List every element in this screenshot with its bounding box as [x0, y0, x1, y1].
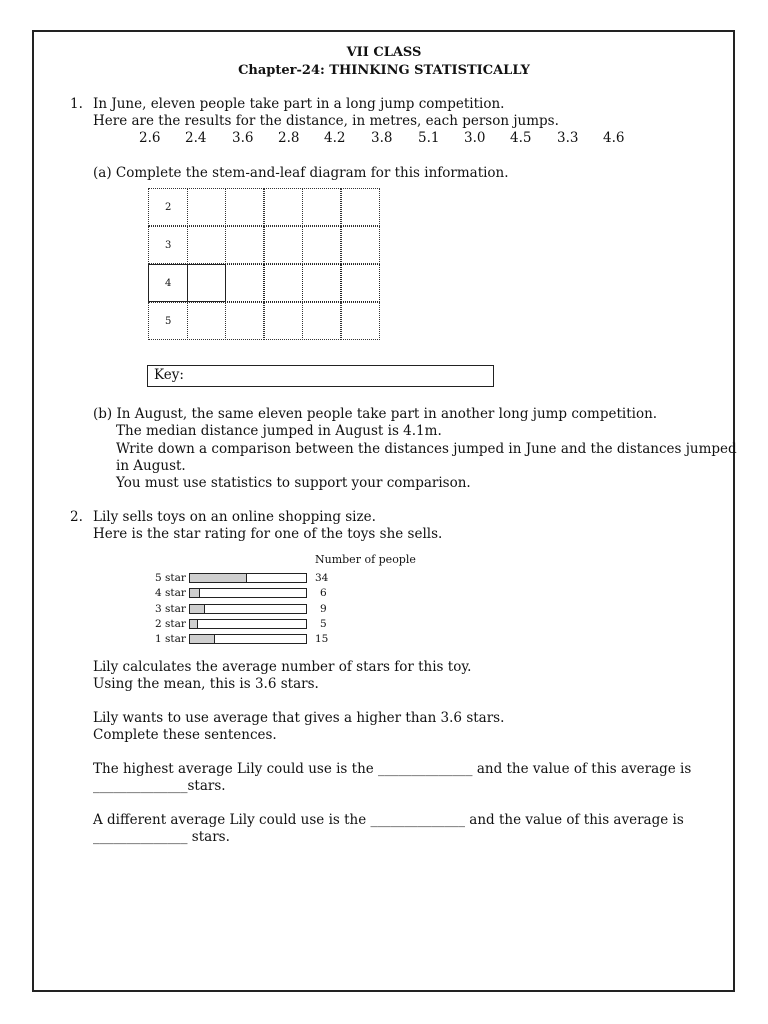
q2-line4: Using the mean, this is 3.6 stars.: [93, 676, 319, 692]
rating-bar-fill: [190, 635, 215, 643]
leaf-cell[interactable]: [187, 226, 226, 264]
star-rating-row: [150, 572, 350, 585]
rating-bar-track: [189, 634, 307, 644]
q1-line1: In June, eleven people take part in a long jump competition.: [93, 96, 505, 112]
star-label: 4 star: [155, 587, 186, 600]
q2-line7: The highest average Lily could use is the ______________ and the value of this average is: [93, 761, 692, 777]
stem-label: 5: [165, 316, 172, 327]
result-value: 2.4: [185, 130, 207, 146]
stem-label: 2: [165, 202, 172, 213]
stem-cell: [148, 226, 188, 264]
leaf-cell[interactable]: [341, 226, 380, 264]
rating-bar-track: [189, 604, 307, 614]
leaf-cell[interactable]: [264, 226, 303, 264]
stem-label: 3: [165, 240, 172, 251]
star-label: 3 star: [155, 602, 186, 615]
q1-part-b-line1: (b) In August, the same eleven people take part in another long jump competition.: [93, 406, 658, 422]
chart-title: Number of people: [315, 553, 416, 566]
stem-row: [148, 264, 380, 302]
result-value: 3.8: [371, 130, 393, 146]
q2-line1: Lily sells toys on an online shopping size.: [93, 509, 376, 525]
leaf-cell[interactable]: [341, 302, 380, 340]
leaf-cell[interactable]: [187, 188, 226, 226]
result-value: 4.5: [510, 130, 532, 146]
leaf-cell[interactable]: [187, 302, 226, 340]
leaf-cell[interactable]: [187, 264, 226, 302]
q2-line6: Complete these sentences.: [93, 727, 277, 743]
q1-part-b-line5: You must use statistics to support your comparison.: [116, 475, 471, 491]
q1-line2: Here are the results for the distance, in metres, each person jumps.: [93, 113, 559, 129]
star-label: 2 star: [155, 617, 186, 630]
q2-line9: A different average Lily could use is the ______________ and the value of this average is: [93, 812, 684, 828]
leaf-cell[interactable]: [225, 302, 264, 340]
rating-count: 5: [320, 617, 327, 630]
leaf-cell[interactable]: [341, 264, 380, 302]
key-label: Key:: [154, 367, 184, 383]
rating-bar-fill: [190, 620, 198, 628]
q2-line10: ______________ stars.: [93, 829, 230, 845]
star-rating-row: [150, 603, 350, 616]
leaf-cell[interactable]: [341, 188, 380, 226]
stem-label: 4: [165, 278, 172, 289]
leaf-cell[interactable]: [225, 188, 264, 226]
stem-row: [148, 302, 380, 340]
rating-bar-track: [189, 619, 307, 629]
rating-count: 34: [315, 572, 329, 584]
leaf-cell[interactable]: [264, 302, 303, 340]
result-value: 3.0: [464, 130, 486, 146]
stem-row: [148, 226, 380, 264]
result-value: 5.1: [418, 130, 440, 146]
chapter-title: Chapter-24: THINKING STATISTICALLY: [238, 63, 530, 78]
stem-cell: [148, 188, 188, 226]
class-title: VII CLASS: [346, 45, 422, 60]
star-rating-row: [150, 587, 350, 600]
stem-cell: [148, 264, 188, 302]
rating-count: 9: [320, 602, 327, 615]
result-value: 3.3: [557, 130, 579, 146]
leaf-cell[interactable]: [225, 226, 264, 264]
key-box[interactable]: [147, 365, 494, 387]
result-value: 2.6: [139, 130, 161, 146]
star-rating-row: [150, 618, 350, 631]
q2-line5: Lily wants to use average that gives a higher than 3.6 stars.: [93, 710, 505, 726]
leaf-cell[interactable]: [302, 188, 341, 226]
q1-part-a: (a) Complete the stem-and-leaf diagram for this information.: [93, 165, 509, 181]
q1-number: 1.: [70, 96, 83, 112]
q1-part-b-line3: Write down a comparison between the distances jumped in June and the distances jumped: [116, 441, 737, 457]
rating-bar-fill: [190, 605, 205, 613]
rating-bar-fill: [190, 574, 247, 582]
result-value: 4.6: [603, 130, 625, 146]
q1-part-b-line2: The median distance jumped in August is 4.1m.: [116, 423, 442, 439]
stem-cell: [148, 302, 188, 340]
rating-count: 15: [315, 633, 329, 646]
leaf-cell[interactable]: [264, 188, 303, 226]
result-value: 2.8: [278, 130, 300, 146]
result-value: 4.2: [324, 130, 346, 146]
q2-number: 2.: [70, 509, 83, 525]
stem-and-leaf-diagram: [148, 188, 380, 340]
star-label: 5 star: [155, 572, 186, 584]
rating-bar-track: [189, 588, 307, 598]
leaf-cell[interactable]: [225, 264, 264, 302]
leaf-cell[interactable]: [264, 264, 303, 302]
q1-part-b-line4: in August.: [116, 458, 186, 474]
stem-row: [148, 188, 380, 226]
q2-line3: Lily calculates the average number of stars for this toy.: [93, 659, 472, 675]
star-label: 1 star: [155, 633, 186, 646]
leaf-cell[interactable]: [302, 302, 341, 340]
star-rating-row: [150, 633, 350, 646]
rating-bar-fill: [190, 589, 200, 597]
q2-line8: ______________stars.: [93, 778, 226, 794]
leaf-cell[interactable]: [302, 264, 341, 302]
result-value: 3.6: [232, 130, 254, 146]
rating-count: 6: [320, 587, 327, 600]
rating-bar-track: [189, 573, 307, 583]
leaf-cell[interactable]: [302, 226, 341, 264]
q2-line2: Here is the star rating for one of the toys she sells.: [93, 526, 443, 542]
